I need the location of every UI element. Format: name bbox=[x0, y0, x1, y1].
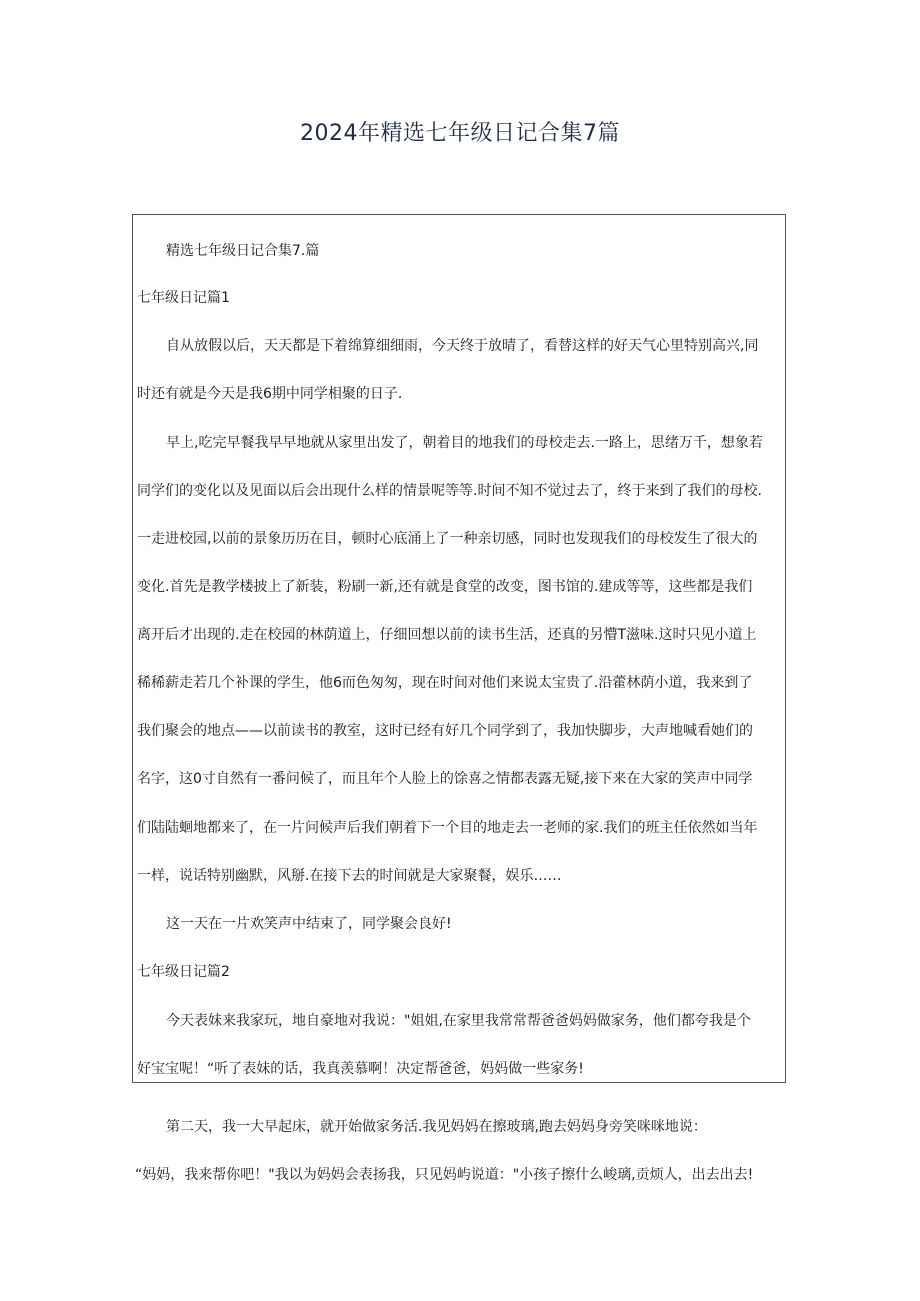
paragraph-line: 名字，这0寸自然有一番问候了，而且年个人脸上的馀喜之情都表露无疑,接下来在大家的笑声中同学 bbox=[137, 771, 753, 787]
content-box bbox=[132, 214, 786, 1083]
paragraph-line: 们陆陆蛔地都来了，在一片问候声后我们朝着下一个目的地走去一老师的家.我们的班主任依然如当年 bbox=[137, 820, 758, 836]
paragraph-line: 一走进校园,以前的景象历历在目，顿时心底涌上了一种亲切感，同时也发现我们的母校发生了很大的 bbox=[137, 531, 758, 547]
paragraph-line: 时还有就是今天是我6期中同学相聚的日子. bbox=[137, 386, 403, 402]
paragraph-line: 同学们的变化以及见面以后会出现什么样的情景呢等等.时间不知不觉过去了，终于来到了我们的母校. bbox=[137, 483, 762, 499]
page-title: 2024年精选七年级日记合集7篇 bbox=[300, 121, 620, 146]
paragraph-line: 变化.首先是教学楼披上了新装，粉刷一新,还有就是食堂的改变，图书馆的.建成等等，这些都是我们 bbox=[137, 579, 753, 595]
section-heading-2: 七年级日记篇2 bbox=[137, 964, 230, 980]
paragraph-line: 一样，说话特别幽默，风掰.在接下去的时间就是大家聚餐，娱乐…… bbox=[137, 868, 562, 884]
paragraph-line: 稀稀薪走若几个补课的学生，他6而色匆匆，现在时间对他们来说太宝贵了.沿藿林荫小道，我来到了 bbox=[137, 675, 753, 691]
paragraph-line: 第二天，我一大早起床，就开始做家务活.我见妈妈在擦玻璃,跑去妈妈身旁笑咪咪地说： bbox=[166, 1119, 707, 1135]
section-heading-1: 七年级日记篇1 bbox=[137, 290, 230, 306]
paragraph-line: 今天表妹来我家玩，地自豪地对我说："姐姐,在家里我常常帮爸爸妈妈做家务，他们都夸我是个 bbox=[166, 1013, 751, 1029]
paragraph-line: 早上,吃完早餐我早早地就从家里出发了，朝着目的地我们的母校走去.一路上，思绪万千，想象若 bbox=[166, 435, 763, 451]
paragraph-line: 离开后才出现的.走在校园的林荫道上，仔细回想以前的读书生活，还真的另懵T滋味.这时只见小道上 bbox=[137, 627, 757, 643]
document-subtitle: 精选七年级日记合集7.篇 bbox=[166, 243, 320, 259]
paragraph-line: 我们聚会的地点——以前读书的教室，这时已经有好几个同学到了，我加快脚步，大声地喊看她们的 bbox=[137, 723, 753, 739]
paragraph-line: 自从放假以后，天天都是下着绵算细细雨，今天终于放晴了，看替这样的好天气心里特别高兴,同 bbox=[166, 338, 759, 354]
paragraph-line: 好宝宝呢！“听了表妹的话，我真羡慕啊！决定帮爸爸，妈妈做一些家务! bbox=[137, 1061, 584, 1077]
paragraph-line: 这一天在一片欢笑声中结束了，同学聚会良好! bbox=[166, 916, 452, 932]
paragraph-line: “妈妈，我来帮你吧！"我以为妈妈会表扬我，只见妈屿说道："小孩子擦什么峻璃,贡烦人，出去出去! bbox=[135, 1167, 754, 1183]
